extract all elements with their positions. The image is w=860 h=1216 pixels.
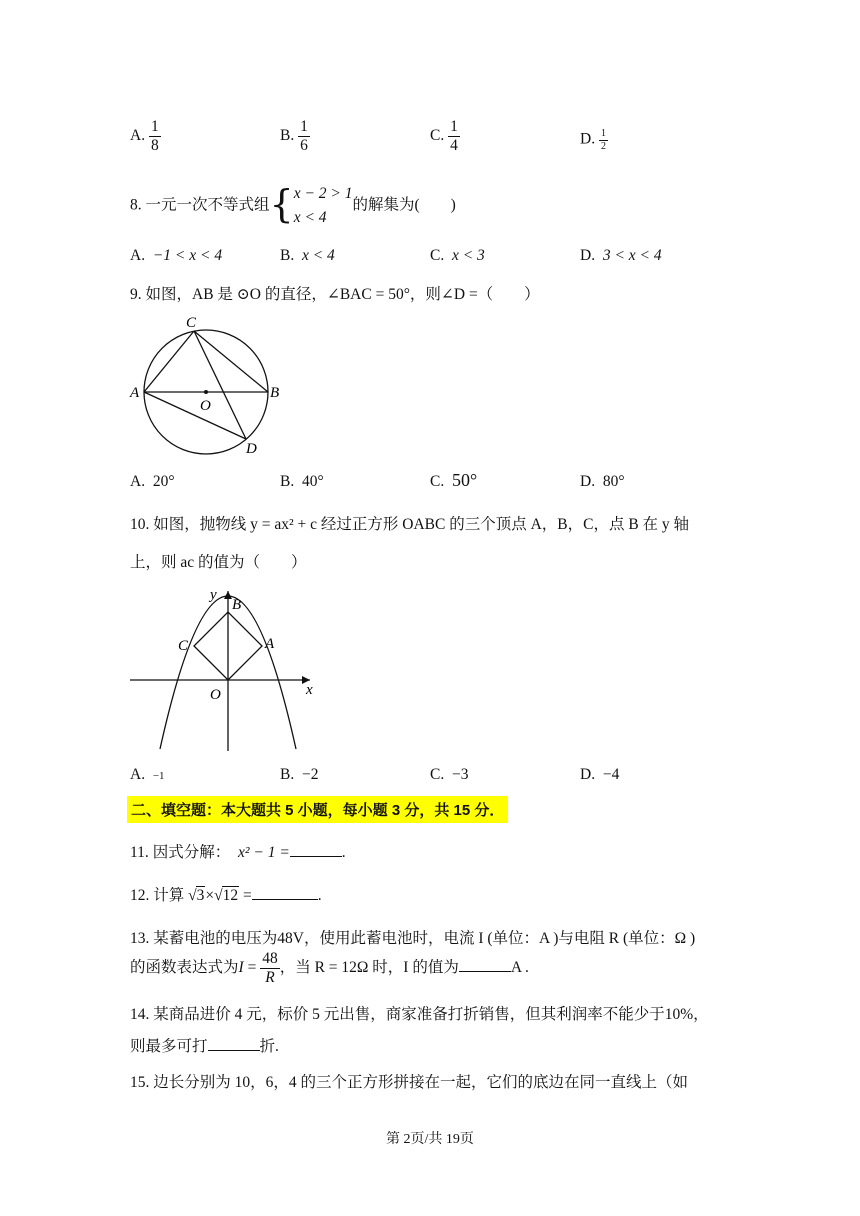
question-14-line2: 则最多可打 折. [130,1038,279,1055]
q8-option-c: C. x < 3 [430,247,485,264]
answer-blank[interactable] [252,885,318,900]
label-a: A [265,636,275,652]
label-c: C [186,315,197,331]
label-b: B [232,597,242,613]
fraction: $\frac{1}{6}$ [300,118,308,154]
question-15-line1: 15. 边长分别为 10，6，4 的三个正方形拼接在一起，它们的底边在同一直线上（如 [130,1074,689,1091]
question-10-line2: 上，则 ac 的值为（ ） [130,554,307,571]
q10-option-b: B. −2 [280,766,319,783]
q9-option-c: C. 50° [430,470,478,490]
label-c: C [178,638,189,654]
q7-option-b: B. $\frac{1}{6}$ [280,118,308,154]
q9-option-b: B. 40° [280,473,324,490]
q7-option-a: A. $\frac{1}{8}$ [130,118,159,154]
label-a: A [130,385,140,401]
fraction-48-over-r: $\frac{48}{R}$ [262,950,278,986]
q7-option-c: C. $\frac{1}{4}$ [430,118,458,154]
answer-blank[interactable] [459,957,511,972]
question-13-line2: 的函数表达式为I = $\frac{48}{R}$ ，当 R = 12Ω 时，I 的值为 A . [130,950,529,986]
label-o: O [200,398,211,414]
q9-option-a: A. 20° [130,473,175,490]
label-d: D [246,441,257,457]
answer-blank[interactable] [290,842,342,857]
fraction: $\frac{1}{4}$ [450,118,458,154]
chord-cb [194,331,268,392]
inequality-system: x − 2 > 1 x < 4 [293,185,353,227]
sqrt-12: √12 [214,887,239,904]
q10-option-c: C. −3 [430,766,469,783]
question-9: 9. 如图，AB 是 ⊙O 的直径，∠BAC = 50°，则∠D =（ ） [130,286,540,303]
q8-option-d: D. 3 < x < 4 [580,247,662,264]
chord-cd [194,331,246,439]
question-11: 11. 因式分解： x² − 1 = . [130,844,346,861]
question-12: 12. 计算 √3×√12 = . [130,887,322,904]
label-x: x [306,682,313,698]
q8-option-b: B. x < 4 [280,247,335,264]
q10-option-a: A. −1 [130,766,165,783]
circle-diagram [128,310,288,460]
section-2-heading: 二、填空题：本大题共 5 小题，每小题 3 分，共 15 分． [127,796,508,823]
brace-symbol: { [269,182,294,227]
fraction: $\frac{1}{2}$ [600,128,606,152]
label-b: B [270,385,280,401]
center-point [204,390,208,394]
answer-blank[interactable] [208,1036,260,1051]
page-footer: 第 2页/共 19页 [386,1132,474,1147]
q8-option-a: A. −1 < x < 4 [130,247,223,264]
q7-option-d: D. $\frac{1}{2}$ [580,128,606,152]
q9-option-d: D. 80° [580,473,625,490]
question-13-line1: 13. 某蓄电池的电压为48V，使用此蓄电池时，电流 I (单位：A )与电阻 R (单位：Ω ) [130,930,696,947]
question-14-line1: 14. 某商品进价 4 元，标价 5 元出售，商家准备打折销售，但其利润率不能少于10%， [130,1006,709,1023]
question-10-line1: 10. 如图，抛物线 y = ax² + c 经过正方形 OABC 的三个顶点 A，B，C，点 B 在 y 轴 [130,516,690,533]
question-8: 8. 一元一次不等式组{ x − 2 > 1 x < 4 的解集为( ) [130,182,456,230]
q10-option-d: D. −4 [580,766,620,783]
label-y: y [210,587,217,603]
label-o: O [210,687,221,703]
fraction: $\frac{1}{8}$ [150,118,159,154]
parabola-diagram [128,583,328,755]
sqrt-3: √3 [188,887,205,904]
